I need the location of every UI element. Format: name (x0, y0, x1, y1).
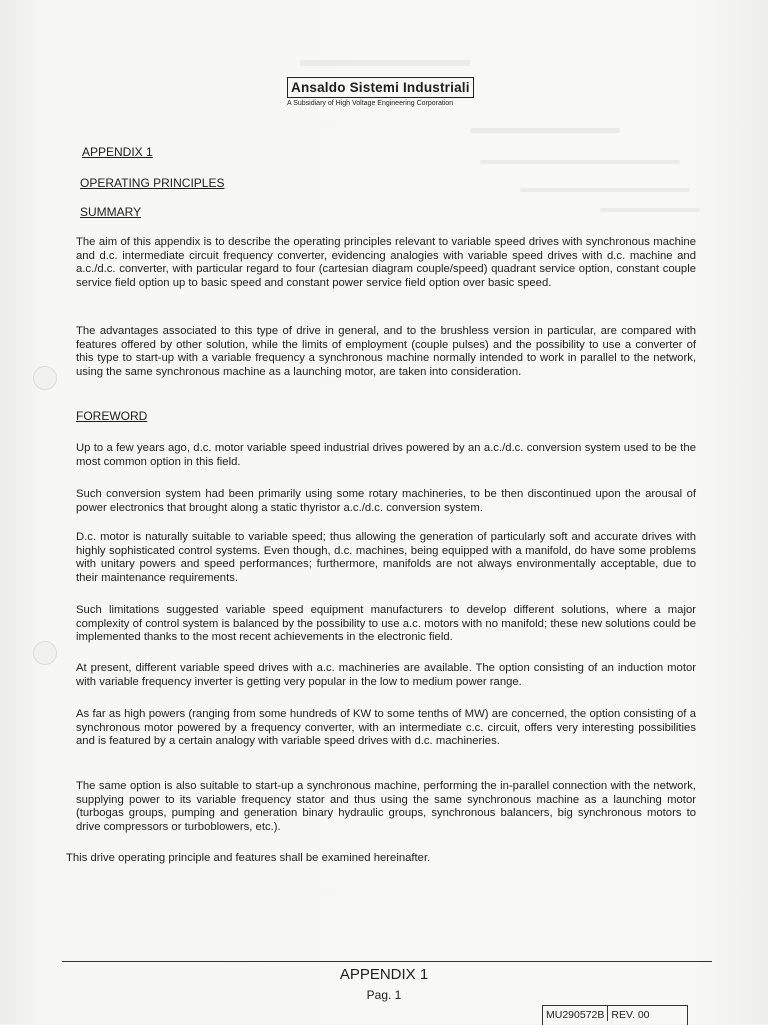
letterhead (287, 77, 507, 107)
bleed-through-mark (470, 128, 620, 133)
bleed-through-mark (520, 188, 690, 192)
appendix-heading: APPENDIX 1 (82, 145, 153, 159)
foreword-paragraph: Such limitations suggested variable speed equipment manufacturers to develop different solutions, where a major complexity of control system is balanced by the possibility to use a.c. motors with no manifold; these new solutions could be implemented thanks to the most recent achievements in the electronic field. (76, 604, 696, 644)
foreword-paragraph: As far as high powers (ranging from some hundreds of KW to some tenths of MW) are concerned, the option consisting of a synchronous motor powered by a frequency converter, with an intermediate c.c. circuit, offers very interesting possibilities and is featured by a certain analogy with variable speed drives with d.c. machineries. (76, 708, 696, 748)
document-code: MU290572B (546, 1009, 605, 1021)
summary-heading: SUMMARY (80, 205, 142, 219)
company-subsidiary: A Subsidiary of High Voltage Engineering Corporation (287, 100, 454, 107)
document-code-box (542, 1005, 688, 1025)
page-number: Pag. 1 (366, 988, 402, 1002)
bleed-through-mark (600, 208, 700, 212)
punch-hole (33, 366, 57, 390)
revision-label: REV. 00 (607, 1006, 652, 1021)
foreword-paragraph: At present, different variable speed drives with a.c. machineries are available. The option consisting of an induction motor with variable frequency inverter is getting very popular in the low to medium power range. (76, 662, 696, 688)
foreword-paragraph: Up to a few years ago, d.c. motor variable speed industrial drives powered by an a.c./d.c. conversion system used to be the most common option in this field. (76, 442, 696, 468)
punch-hole (33, 641, 57, 665)
bleed-through-mark (480, 160, 680, 164)
footer-rule (62, 961, 712, 962)
foreword-paragraph: The same option is also suitable to start-up a synchronous machine, performing the in-parallel connection with the network, supplying power to its variable frequency stator and thus using the same synchronous machine as a launching motor (turbogas groups, pumping and generation binary hydraulic groups, synchronous balancers, big synchronous motors to drive compressors or turboblowers, etc.). (76, 780, 696, 834)
foreword-paragraph: D.c. motor is naturally suitable to variable speed; thus allowing the generation of particularly soft and accurate drives with highly sophisticated control systems. Even though, d.c. machines, being equipped with a manifold, do have some problems with unitary powers and speed performances; furthermore, manifolds are not always environmentally acceptable, due to their maintenance requirements. (76, 531, 696, 585)
bleed-through-mark (300, 60, 470, 66)
foreword-paragraph: This drive operating principle and features shall be examined hereinafter. (66, 852, 431, 864)
footer-appendix-label: APPENDIX 1 (339, 966, 429, 983)
summary-paragraph: The advantages associated to this type of drive in general, and to the brushless version in particular, are compared with features offered by other solution, while the limits of employment (couple pulses) and the possibility to use a converter of this type to start-up with a variable frequency a synchronous machine normally intended to work in parallel to the network, using the same synchronous machine as a launching motor, are taken into consideration. (76, 325, 696, 379)
summary-paragraph: The aim of this appendix is to describe the operating principles relevant to variable speed drives with synchronous machine and d.c. intermediate circuit frequency converter, evidencing analogies with variable speed drives with d.c. machine and a.c./d.c. converter, with particular regard to four (cartesian diagram couple/speed) quadrant service option, constant couple service field option up to basic speed and constant power service field option over basic speed. (76, 236, 696, 290)
operating-principles-heading: OPERATING PRINCIPLES (80, 176, 225, 190)
foreword-paragraph: Such conversion system had been primarily using some rotary machineries, to be then discontinued upon the arousal of power electronics that brought along a static thyristor a.c./d.c. conversion system. (76, 488, 696, 514)
company-logo: Ansaldo Sistemi Industriali (287, 77, 474, 98)
foreword-heading: FOREWORD (76, 409, 148, 423)
